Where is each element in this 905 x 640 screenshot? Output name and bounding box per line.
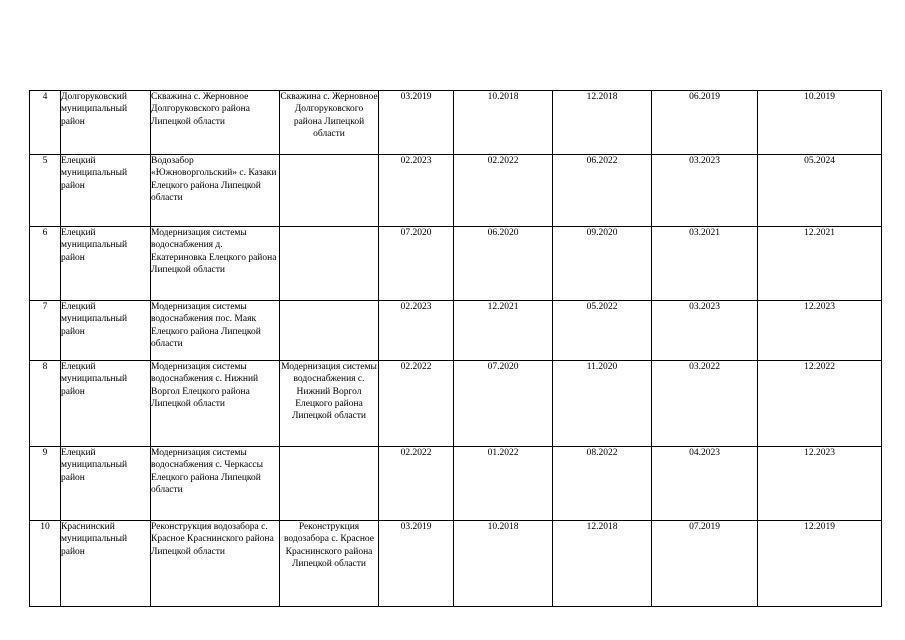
date-cell: 09.2020 — [553, 227, 652, 301]
object-cell: Водозабор «Южноворгольский» с. Казаки Елецкого района Липецкой области — [151, 155, 280, 227]
date-cell: 10.2019 — [758, 91, 882, 155]
date-cell: 05.2022 — [553, 301, 652, 361]
table-row — [30, 301, 882, 361]
row-number: 7 — [30, 301, 61, 361]
date-cell: 04.2023 — [652, 447, 758, 521]
table-row — [30, 91, 882, 155]
project-name-cell — [280, 447, 379, 521]
project-name-cell: Скважина с. Жерновное Долгоруковского района Липецкой области — [280, 91, 379, 155]
date-cell: 12.2021 — [758, 227, 882, 301]
object-cell: Скважина с. Жерновное Долгоруковского района Липецкой области — [151, 91, 280, 155]
district-cell: Елецкий муниципальный район — [61, 361, 151, 447]
date-cell: 02.2022 — [454, 155, 553, 227]
date-cell: 05.2024 — [758, 155, 882, 227]
object-cell: Реконструкция водозабора с. Красное Краснинского района Липецкой области — [151, 521, 280, 607]
date-cell: 03.2023 — [652, 301, 758, 361]
row-number: 6 — [30, 227, 61, 301]
district-cell: Елецкий муниципальный район — [61, 301, 151, 361]
project-name-cell — [280, 227, 379, 301]
object-cell: Модернизация системы водоснабжения пос. Маяк Елецкого района Липецкой области — [151, 301, 280, 361]
row-number: 4 — [30, 91, 61, 155]
date-cell: 03.2019 — [379, 91, 454, 155]
table-row — [30, 361, 882, 447]
date-cell: 01.2022 — [454, 447, 553, 521]
date-cell: 10.2018 — [454, 521, 553, 607]
date-cell: 03.2021 — [652, 227, 758, 301]
date-cell: 03.2019 — [379, 521, 454, 607]
object-cell: Модернизация системы водоснабжения д. Екатериновка Елецкого района Липецкой области — [151, 227, 280, 301]
date-cell: 07.2020 — [454, 361, 553, 447]
date-cell: 12.2021 — [454, 301, 553, 361]
row-number: 10 — [30, 521, 61, 607]
date-cell: 08.2022 — [553, 447, 652, 521]
project-name-cell — [280, 155, 379, 227]
date-cell: 11.2020 — [553, 361, 652, 447]
date-cell: 12.2018 — [553, 521, 652, 607]
district-cell: Елецкий муниципальный район — [61, 155, 151, 227]
date-cell: 02.2023 — [379, 301, 454, 361]
date-cell: 12.2023 — [758, 301, 882, 361]
district-cell: Елецкий муниципальный район — [61, 227, 151, 301]
date-cell: 02.2023 — [379, 155, 454, 227]
table-row — [30, 447, 882, 521]
object-cell: Модернизация системы водоснабжения с. Черкассы Елецкого района Липецкой области — [151, 447, 280, 521]
date-cell: 12.2018 — [553, 91, 652, 155]
object-cell: Модернизация системы водоснабжения с. Нижний Воргол Елецкого района Липецкой области — [151, 361, 280, 447]
district-cell: Краснинский муниципальный район — [61, 521, 151, 607]
row-number: 5 — [30, 155, 61, 227]
date-cell: 06.2020 — [454, 227, 553, 301]
row-number: 8 — [30, 361, 61, 447]
date-cell: 02.2022 — [379, 447, 454, 521]
date-cell: 12.2023 — [758, 447, 882, 521]
project-name-cell — [280, 301, 379, 361]
date-cell: 06.2022 — [553, 155, 652, 227]
date-cell: 10.2018 — [454, 91, 553, 155]
row-number: 9 — [30, 447, 61, 521]
project-name-cell: Реконструкция водозабора с. Красное Краснинского района Липецкой области — [280, 521, 379, 607]
date-cell: 07.2020 — [379, 227, 454, 301]
project-name-cell: Модернизация системы водоснабжения с. Нижний Воргол Елецкого района Липецкой области — [280, 361, 379, 447]
date-cell: 07.2019 — [652, 521, 758, 607]
table-row — [30, 521, 882, 607]
date-cell: 06.2019 — [652, 91, 758, 155]
date-cell: 03.2022 — [652, 361, 758, 447]
district-cell: Долгоруковский муниципальный район — [61, 91, 151, 155]
district-cell: Елецкий муниципальный район — [61, 447, 151, 521]
date-cell: 12.2019 — [758, 521, 882, 607]
date-cell: 02.2022 — [379, 361, 454, 447]
date-cell: 03.2023 — [652, 155, 758, 227]
schedule-table — [29, 90, 882, 607]
table-row — [30, 227, 882, 301]
date-cell: 12.2022 — [758, 361, 882, 447]
table-row — [30, 155, 882, 227]
